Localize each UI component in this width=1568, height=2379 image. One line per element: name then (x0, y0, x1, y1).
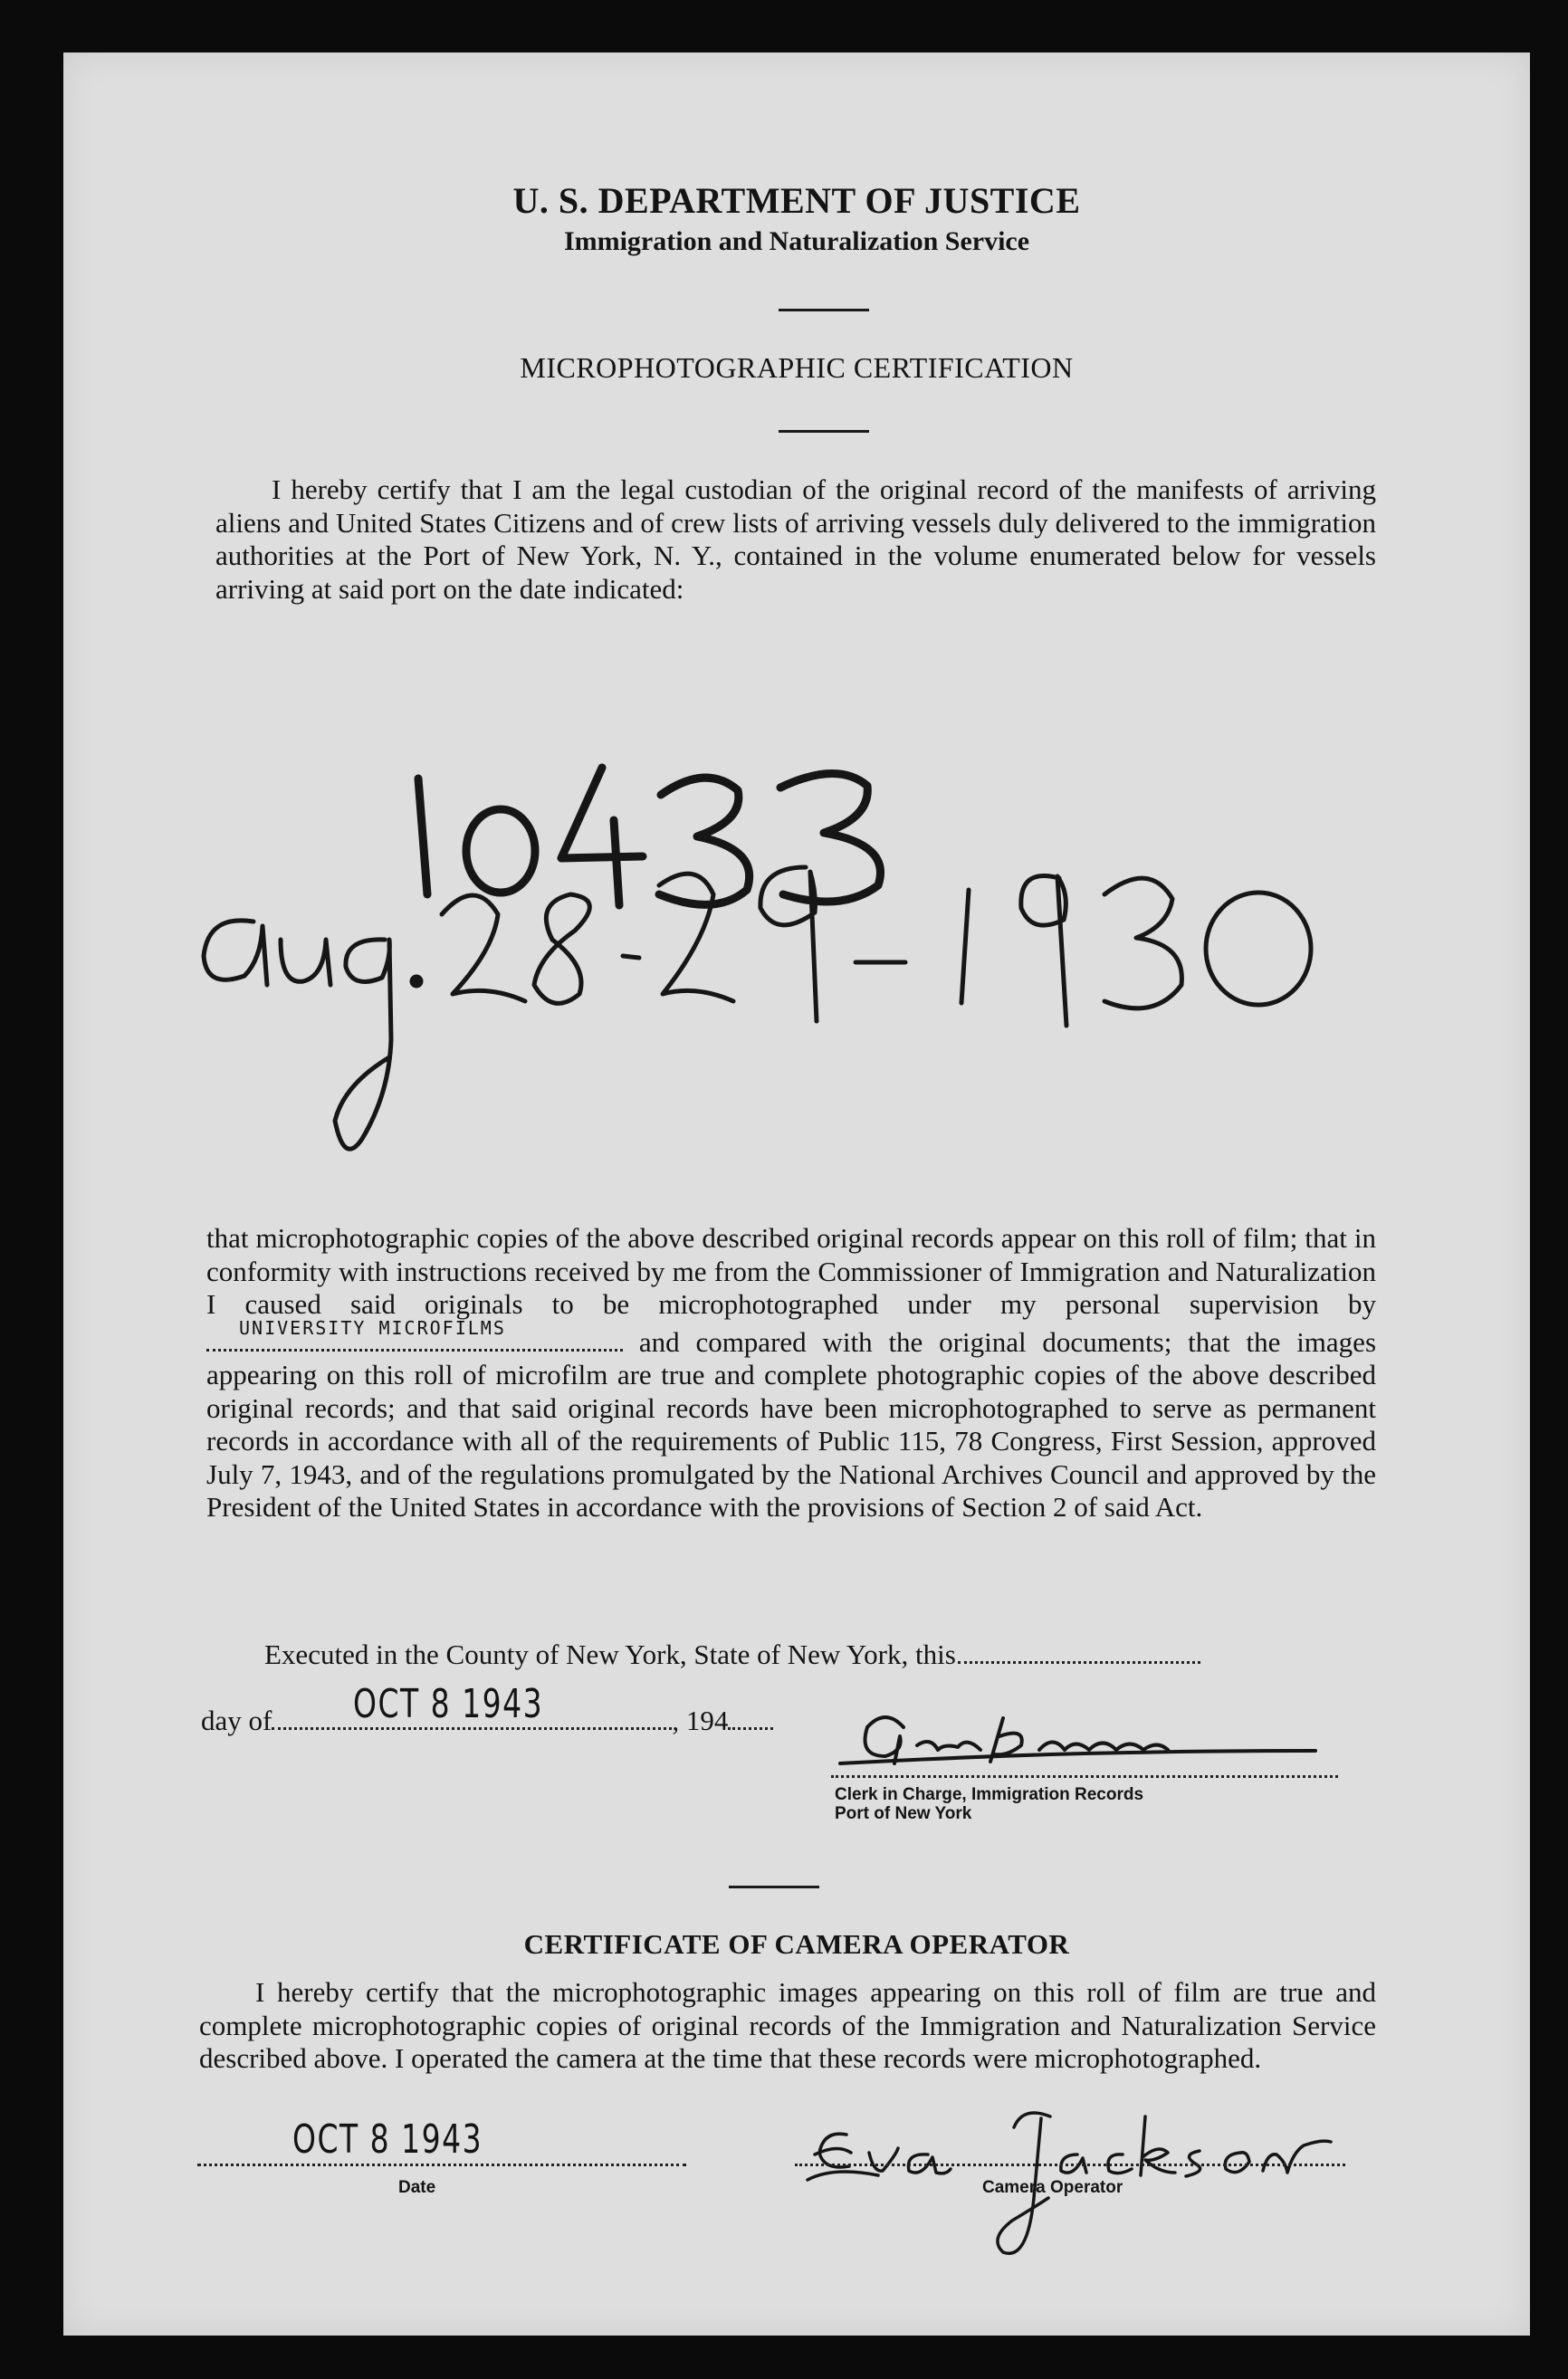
certificate-page (63, 53, 1530, 2336)
clerk-title-line1: Clerk in Charge, Immigration Records (835, 1785, 1144, 1804)
executed-line (264, 1639, 1200, 1671)
divider (779, 309, 869, 311)
date-label: Date (398, 2178, 436, 2197)
executed-day-field (958, 1639, 1200, 1664)
camera-operator-label: Camera Operator (982, 2178, 1123, 2197)
camera-operator-title: CERTIFICATE OF CAMERA OPERATOR (523, 1928, 1070, 1960)
body-text-after: and compared with the original documents; that the images appearing on this roll of microfilm are true and complete photographic copies of the above described original records; and that said original records have been microphotographed to serve as permanent records in accordance with all of the requirements of Public 115, 78 Congress, First Session, approved July 7, 1943, and of the regulations promulgated by the National Archives Council and approved by the President of the United States in accordance with the provisions of Section 2 of said Act. (206, 1325, 1377, 1523)
handwritten-date (204, 867, 1311, 1149)
year-field (728, 1705, 773, 1730)
service-subheading: Immigration and Naturalization Service (563, 226, 1030, 256)
camera-operator-paragraph: I hereby certify that the microphotographic images appearing on this roll of film are true and complete microphotographic copies of original records of the Immigration and Naturalization Service described above. I operated the camera at the time that these records were microphotographed. (199, 1976, 1376, 2074)
clerk-signature (831, 1700, 1338, 1782)
certification-title: MICROPHOTOGRAPHIC CERTIFICATION (520, 351, 1074, 384)
clerk-signature-line (831, 1775, 1338, 1778)
operator-date-line (197, 2164, 686, 2166)
department-heading: U. S. DEPARTMENT OF JUSTICE (512, 180, 1081, 221)
day-of-field (272, 1681, 672, 1730)
body-paragraph (206, 1222, 1376, 1524)
clerk-title (835, 1785, 1143, 1823)
day-of-stamp: OCT 8 1943 (353, 1681, 544, 1727)
clerk-title-line2: Port of New York (835, 1804, 972, 1823)
year-prefix: , 194 (672, 1705, 729, 1736)
intro-paragraph: I hereby certify that I am the legal custodian of the original record of the manifests of arriving aliens and United States Citizens and of crew lists of arriving vessels duly delivered to the immigration authorities at the Port of New York, N. Y., contained in the volume enumerated below for vessels arriving at said port on the date indicated: (215, 473, 1376, 605)
handwritten-volume-and-date (190, 713, 1512, 1202)
divider (729, 1886, 819, 1888)
executed-text: Executed in the County of New York, State of New York, this (264, 1639, 956, 1670)
filmed-by-field (206, 1317, 623, 1352)
operator-date-stamp: OCT 8 1943 (292, 2116, 483, 2163)
day-of-label: day of (201, 1705, 272, 1736)
divider (779, 430, 869, 433)
filmed-by-value: UNIVERSITY MICROFILMS (239, 1317, 506, 1339)
day-of-line (201, 1681, 773, 1737)
body-text-before: that microphotographic copies of the above described original records appear on this roll of film; that in conformity with instructions received by me from the Commissioner of Immigration and Naturalization I caused said originals to be microphotographed under my personal supervision by (206, 1222, 1376, 1320)
operator-signature-line (795, 2164, 1345, 2166)
